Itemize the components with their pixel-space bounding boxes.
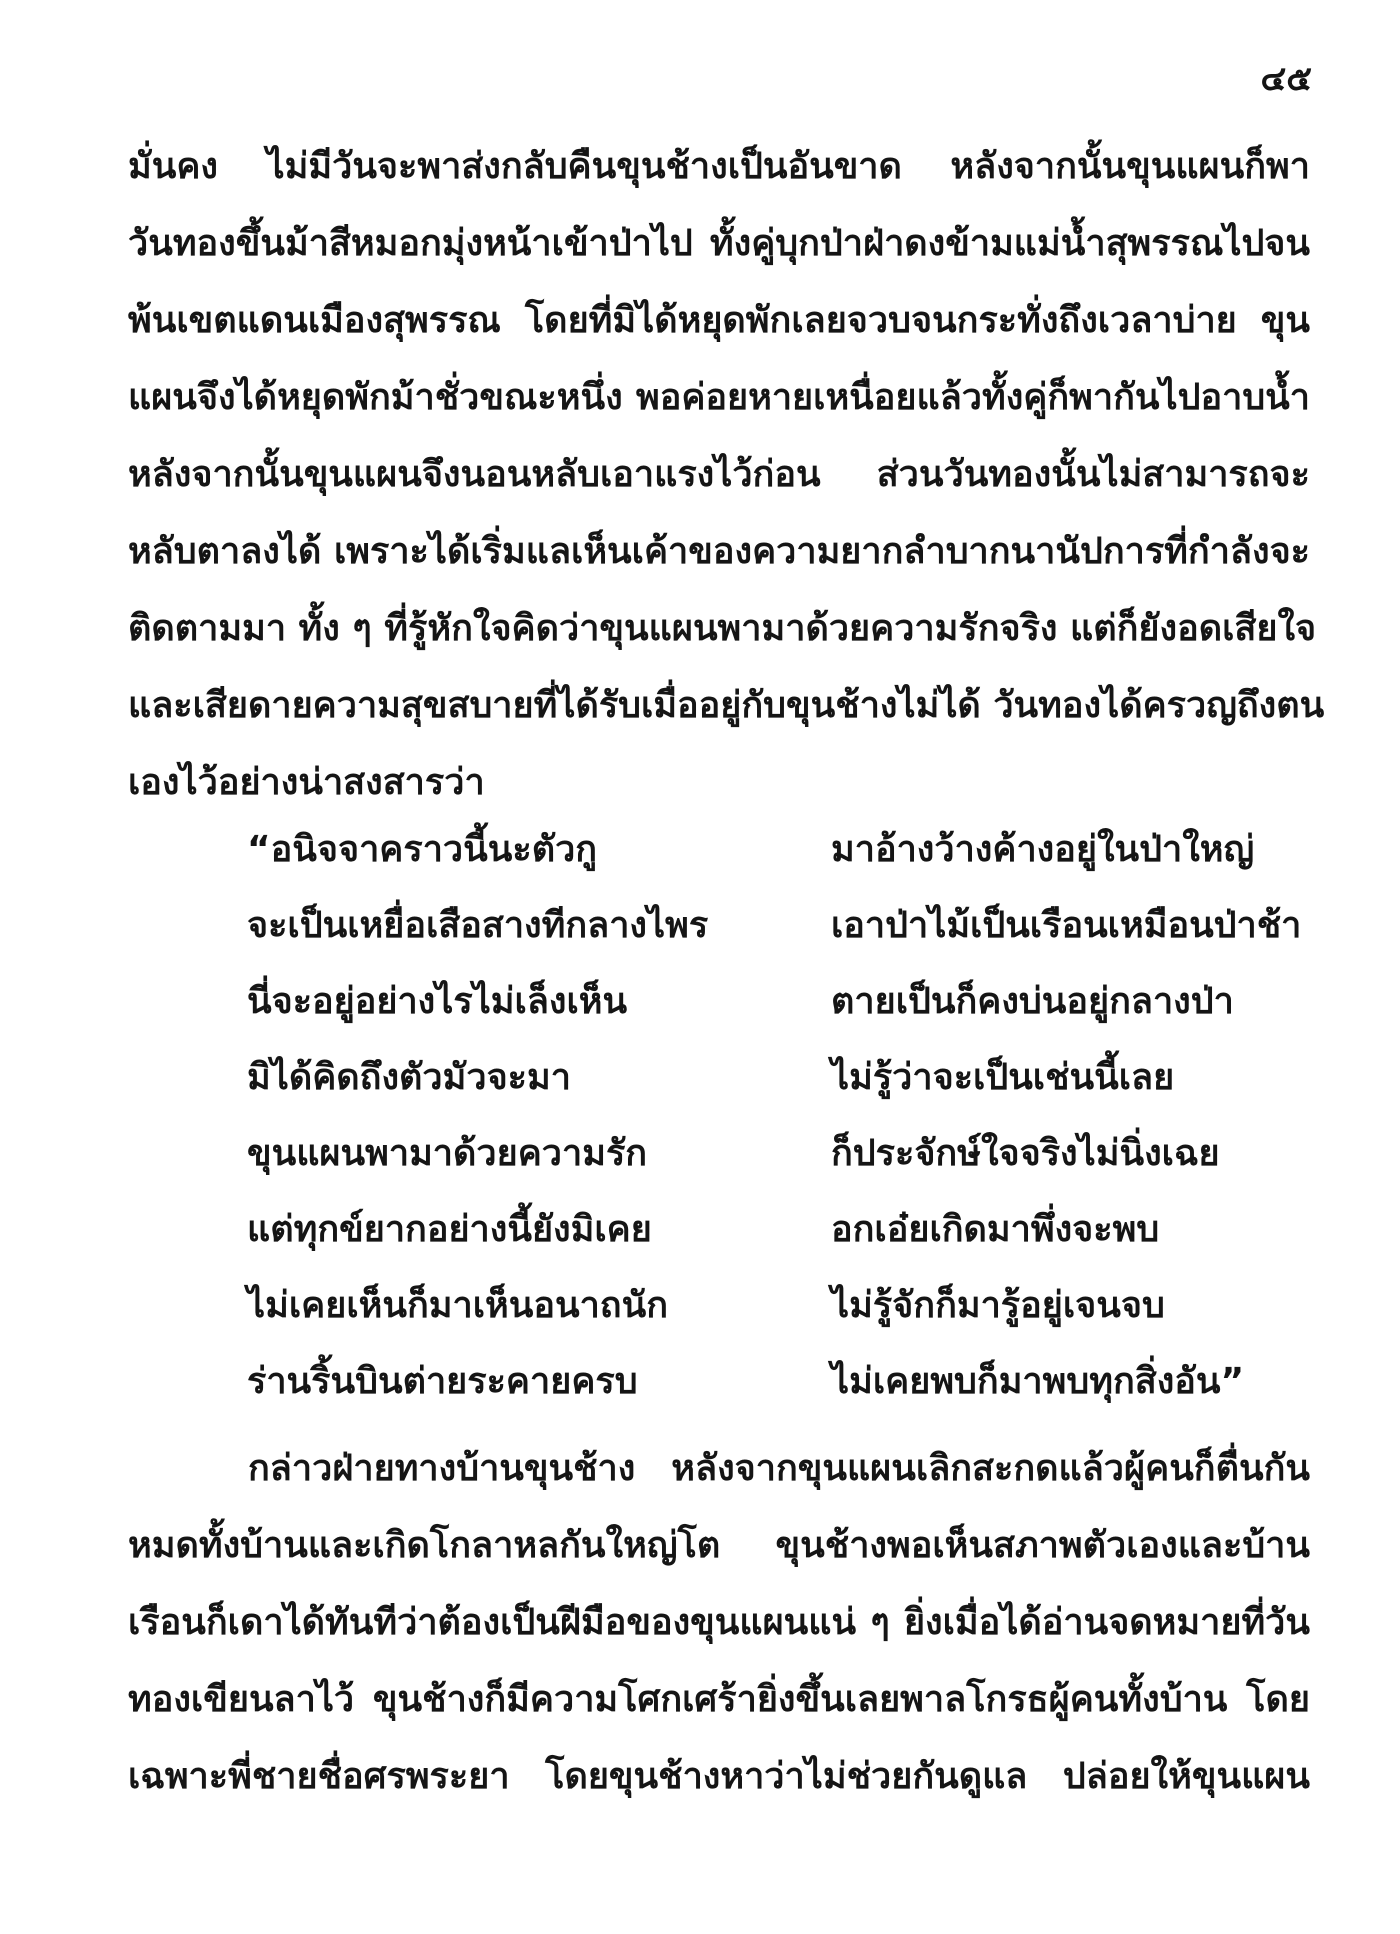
paragraph-2-line: ทองเขียนลาไว้ ขุนช้างก็มีความโศกเศร้ายิ่งขึ้นเลยพาลโกรธผู้คนทั้งบ้าน โดย bbox=[128, 1679, 1310, 1720]
page-number: ๔๕ bbox=[1260, 59, 1312, 99]
paragraph-2-line: เรือนก็เดาได้ทันทีว่าต้องเป็นฝีมือของขุนแผนแน่ ๆ ยิ่งเมื่อได้อ่านจดหมายที่วัน bbox=[128, 1602, 1310, 1643]
poem-wak-left: จะเป็นเหยื่อเสือสางทีกลางไพร bbox=[247, 905, 709, 946]
poem-wak-left: นี่จะอยู่อย่างไรไม่เล็งเห็น bbox=[247, 981, 628, 1022]
poem-wak-left: “อนิจจาคราวนี้นะตัวกู bbox=[247, 829, 598, 870]
poem-row bbox=[247, 1116, 1310, 1192]
poem-wak-right: ไม่เคยพบก็มาพบทุกสิ่งอัน” bbox=[831, 1361, 1245, 1402]
paragraph-2-line: กล่าวฝ่ายทางบ้านขุนช้าง หลังจากขุนแผนเลิกสะกดแล้วผู้คนก็ตื่นกัน bbox=[248, 1448, 1310, 1489]
paragraph-1-line: พ้นเขตแดนเมืองสุพรรณ โดยที่มิได้หยุดพักเลยจวบจนกระทั่งถึงเวลาบ่าย ขุน bbox=[128, 300, 1310, 341]
paragraph-2-line: เฉพาะพี่ชายชื่อศรพระยา โดยขุนช้างหาว่าไม่ช่วยกันดูแล ปล่อยให้ขุนแผน bbox=[128, 1756, 1310, 1797]
paragraph-1-line: เองไว้อย่างน่าสงสารว่า bbox=[128, 762, 485, 803]
poem-wak-right: ก็ประจักษ์ใจจริงไม่นิ่งเฉย bbox=[831, 1133, 1220, 1174]
poem-row bbox=[247, 1344, 1310, 1420]
poem-wak-right: ไม่รู้ว่าจะเป็นเช่นนี้เลย bbox=[831, 1057, 1175, 1098]
paragraph-1-line: หลับตาลงได้ เพราะได้เริ่มแลเห็นเค้าของความยากลำบากนานัปการที่กำลังจะ bbox=[128, 531, 1310, 572]
poem-stanza bbox=[247, 812, 1310, 1420]
poem-row bbox=[247, 1040, 1310, 1116]
poem-wak-right: เอาป่าไม้เป็นเรือนเหมือนป่าช้า bbox=[831, 905, 1302, 946]
poem-wak-left: ขุนแผนพามาด้วยความรัก bbox=[247, 1133, 648, 1174]
paragraph-1-line: หลังจากนั้นขุนแผนจึงนอนหลับเอาแรงไว้ก่อน ส่วนวันทองนั้นไม่สามารถจะ bbox=[128, 454, 1310, 495]
poem-row bbox=[247, 888, 1310, 964]
poem-wak-right: อกเอ๋ยเกิดมาพึ่งจะพบ bbox=[831, 1209, 1160, 1250]
poem-wak-right: ไม่รู้จักก็มารู้อยู่เจนจบ bbox=[831, 1285, 1165, 1326]
poem-wak-left: แต่ทุกข์ยากอย่างนี้ยังมิเคย bbox=[247, 1209, 652, 1250]
paragraph-1-line: มั่นคง ไม่มีวันจะพาส่งกลับคืนขุนช้างเป็นอันขาด หลังจากนั้นขุนแผนก็พา bbox=[128, 146, 1310, 187]
poem-row bbox=[247, 1192, 1310, 1268]
poem-wak-left: ไม่เคยเห็นก็มาเห็นอนาถนัก bbox=[247, 1285, 668, 1326]
poem-row bbox=[247, 1268, 1310, 1344]
poem-row bbox=[247, 812, 1310, 888]
paragraph-2-line: หมดทั้งบ้านและเกิดโกลาหลกันใหญ่โต ขุนช้างพอเห็นสภาพตัวเองและบ้าน bbox=[128, 1525, 1310, 1566]
paragraph-1-line: วันทองขึ้นม้าสีหมอกมุ่งหน้าเข้าป่าไป ทั้งคู่บุกป่าฝ่าดงข้ามแม่น้ำสุพรรณไปจน bbox=[128, 223, 1310, 264]
poem-wak-left: มิได้คิดถึงตัวมัวจะมา bbox=[247, 1057, 571, 1098]
paragraph-1-line: ติดตามมา ทั้ง ๆ ที่รู้หักใจคิดว่าขุนแผนพามาด้วยความรักจริง แต่ก็ยังอดเสียใจ bbox=[128, 608, 1317, 649]
paragraph-2 bbox=[128, 1430, 1310, 1815]
paragraph-1-line: และเสียดายความสุขสบายที่ได้รับเมื่ออยู่กับขุนช้างไม่ได้ วันทองได้ครวญถึงตน bbox=[128, 685, 1325, 726]
paragraph-1 bbox=[128, 128, 1325, 821]
poem-wak-right: ตายเป็นก็คงบ่นอยู่กลางป่า bbox=[831, 981, 1234, 1022]
poem-wak-left: ร่านริ้นบินต่ายระคายครบ bbox=[247, 1361, 638, 1402]
poem-wak-right: มาอ้างว้างค้างอยู่ในป่าใหญ่ bbox=[831, 829, 1255, 870]
paragraph-1-line: แผนจึงได้หยุดพักม้าชั่วขณะหนึ่ง พอค่อยหายเหนื่อยแล้วทั้งคู่ก็พากันไปอาบน้ำ bbox=[128, 377, 1310, 418]
poem-row bbox=[247, 964, 1310, 1040]
